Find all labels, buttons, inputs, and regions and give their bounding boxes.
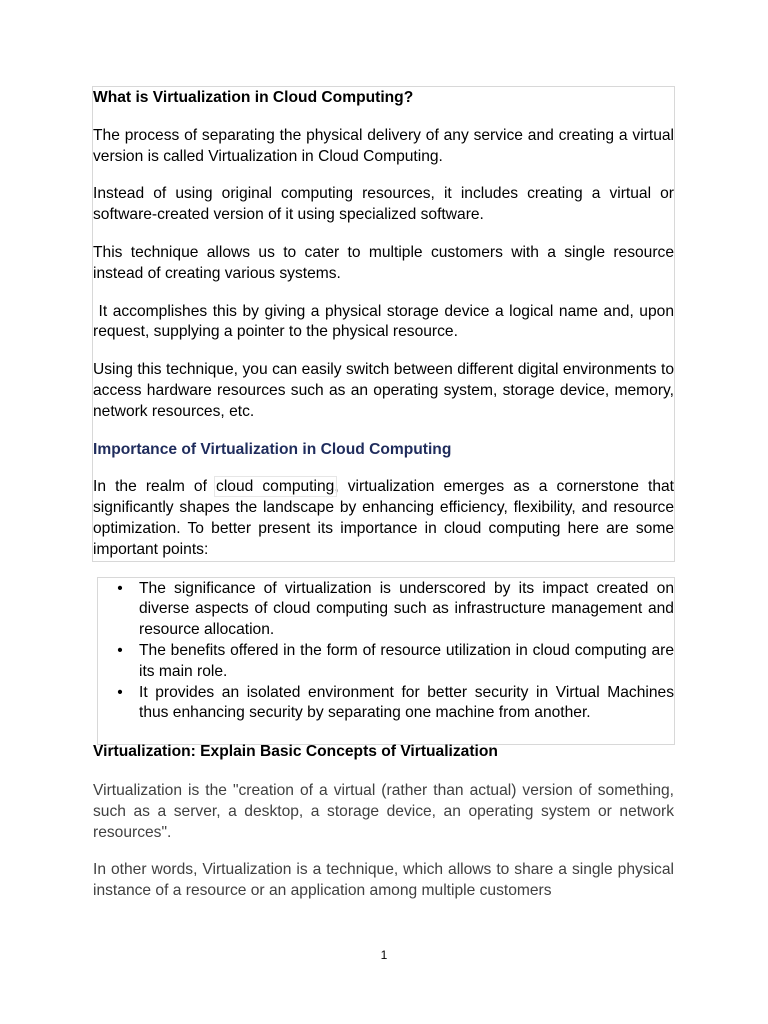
concepts-paragraph-1: Virtualization is the "creation of a virtual (rather than actual) version of something, such as a server, a desktop, a storage device, an operating system or network resources". xyxy=(93,781,674,841)
list-item xyxy=(93,579,674,641)
bullet-icon: • xyxy=(117,683,123,701)
importance-paragraph xyxy=(93,477,674,560)
importance-text-before: In the realm of xyxy=(93,478,217,496)
concepts-heading: Virtualization: Explain Basic Concepts of Virtualization xyxy=(93,743,498,761)
importance-heading: Importance of Virtualization in Cloud Computing xyxy=(93,440,452,458)
cloud-computing-link[interactable]: cloud computing xyxy=(216,478,335,496)
intro-paragraph-3: This technique allows us to cater to multiple customers with a single resource instead of creating various systems. xyxy=(93,243,674,282)
intro-paragraph-4: It accomplishes this by giving a physical storage device a logical name and, upon request, supplying a pointer to the physical resource. xyxy=(93,302,674,341)
importance-bullet-list xyxy=(93,579,674,725)
list-item xyxy=(93,683,674,725)
bullet-icon: • xyxy=(117,579,123,597)
bullet-text-3: It provides an isolated environment for better security in Virtual Machines thus enhancing security by separating one machine from another. xyxy=(139,683,674,722)
concepts-paragraph-2: In other words, Virtualization is a technique, which allows to share a single physical instance of a resource or an application among multiple customers xyxy=(93,861,674,900)
bullet-text-2: The benefits offered in the form of resource utilization in cloud computing are its main role. xyxy=(139,641,674,680)
page-content xyxy=(93,88,674,902)
intro-paragraph-1: The process of separating the physical delivery of any service and creating a virtual version is called Virtualization in Cloud Computing. xyxy=(93,126,674,165)
intro-paragraph-2: Instead of using original computing resources, it includes creating a virtual or software-created version of it using specialized software. xyxy=(93,185,674,224)
document-title: What is Virtualization in Cloud Computing? xyxy=(93,89,414,106)
bullet-icon: • xyxy=(117,641,123,659)
importance-text-after: , virtualization emerges as a cornerstone that significantly shapes the landscape by enhancing efficiency, flexibility, and resource optimization. To better present its importance in cloud computing here are some important points: xyxy=(93,478,674,558)
page-number: 1 xyxy=(380,948,388,962)
bullet-text-1: The significance of virtualization is underscored by its impact created on diverse aspects of cloud computing such as infrastructure management and resource allocation. xyxy=(139,579,674,639)
intro-paragraph-5: Using this technique, you can easily switch between different digital environments to access hardware resources such as an operating system, storage device, memory, network resources, etc. xyxy=(93,361,674,420)
list-item xyxy=(93,641,674,683)
